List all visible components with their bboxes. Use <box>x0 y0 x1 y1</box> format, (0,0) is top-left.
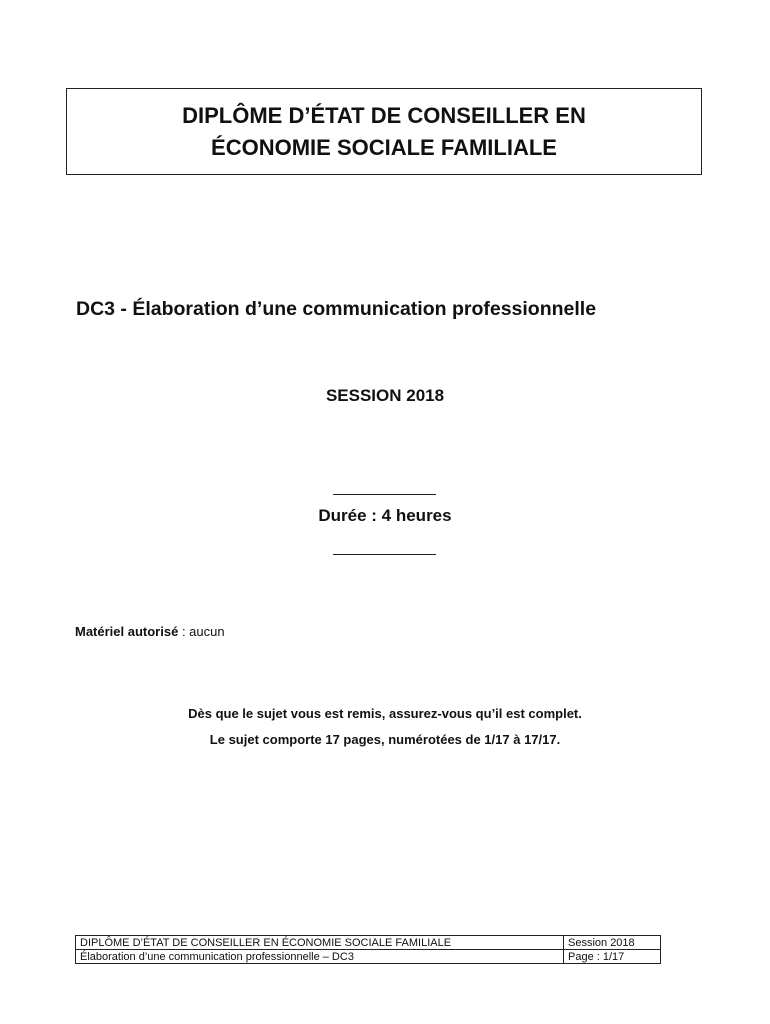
footer-table <box>75 935 661 964</box>
material-label: Matériel autorisé <box>75 624 179 639</box>
title-box <box>66 88 702 175</box>
title-line-1: DIPLÔME D’ÉTAT DE CONSEILLER EN <box>182 102 586 128</box>
footer-diploma: DIPLÔME D’ÉTAT DE CONSEILLER EN ÉCONOMIE SOCIALE FAMILIALE <box>76 936 564 950</box>
title-line-2: ÉCONOMIE SOCIALE FAMILIALE <box>211 134 557 160</box>
duration-label: Durée : 4 heures <box>318 506 452 525</box>
notice-line-2: Le sujet comporte 17 pages, numérotées de 1/17 à 17/17. <box>209 732 561 747</box>
footer-row-1 <box>76 936 661 950</box>
footer-page: Page : 1/17 <box>564 950 661 964</box>
footer-session: Session 2018 <box>564 936 661 950</box>
footer-row-2 <box>76 950 661 964</box>
divider-top <box>333 494 436 495</box>
material-line <box>75 624 225 639</box>
material-value: : aucun <box>178 624 225 639</box>
divider-bottom <box>333 554 436 555</box>
session-label: SESSION 2018 <box>325 386 445 405</box>
footer-subject: Élaboration d’une communication professionnelle – DC3 <box>76 950 564 964</box>
subject-heading: DC3 - Élaboration d’une communication professionnelle <box>76 298 597 320</box>
notice-line-1: Dès que le sujet vous est remis, assurez-vous qu’il est complet. <box>188 706 582 721</box>
